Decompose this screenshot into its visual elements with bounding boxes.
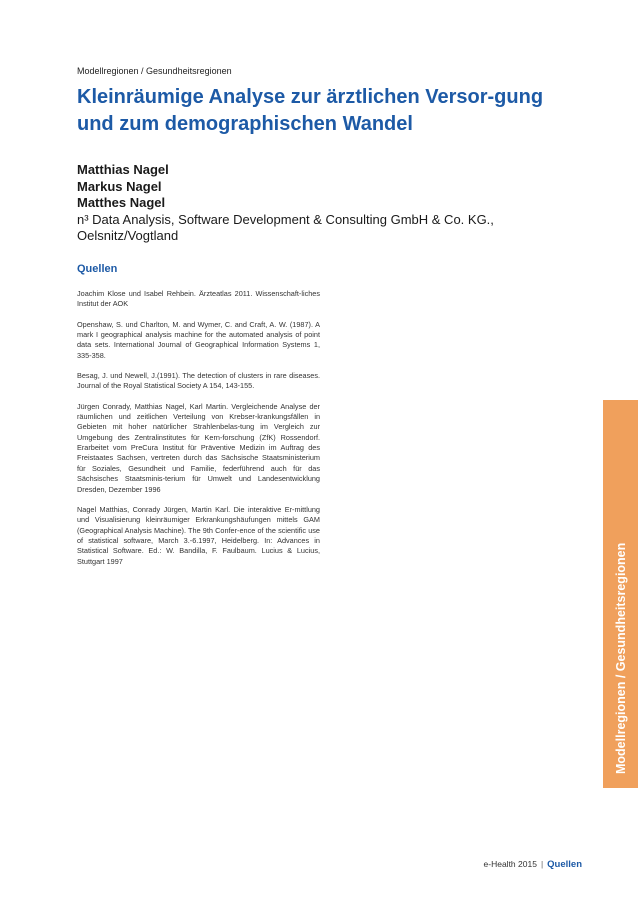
footer-publication: e-Health 2015 — [483, 859, 537, 869]
section-tag: Modellregionen / Gesundheitsregionen — [77, 66, 232, 76]
reference-item: Jürgen Conrady, Matthias Nagel, Karl Martin. Vergleichende Analyse der räumlichen und zeitlichen Verteilung von Krebser-krankungsfällen in Gebieten mit hoher natürlicher Strahlenbelas-tung im Vergleich zur Umgebung des Zentralinstitutes für Kern-forschung (ZfK) Rossendorf. Erarbeitet vom PreCura Institut für Präventive Medizin im Auftrag des Freistaates Sachsen, vertreten durch das Sächsische Staatsministerium für Soziales, Gesundheit und Familie, federführend auch für das Sächsisches Staatsminis-terium für Umwelt und Landesentwicklung Dresden, Dezember 1996 — [77, 401, 320, 494]
author-name: Matthias Nagel — [77, 162, 169, 177]
author-affiliation: n³ Data Analysis, Software Development & Consulting GmbH & Co. KG., Oelsnitz/Vogtland — [77, 211, 494, 243]
reference-item: Joachim Klose und Isabel Rehbein. Ärzteatlas 2011. Wissenschaft-liches Institut der AOK — [77, 289, 320, 309]
page-footer — [484, 859, 582, 870]
footer-section: Quellen — [547, 859, 582, 870]
author-name: Markus Nagel — [77, 178, 162, 194]
side-tab-label: Modellregionen / Gesundheitsregionen — [613, 542, 628, 774]
author-block — [77, 162, 597, 245]
reference-item: Openshaw, S. und Charlton, M. and Wymer, C. and Craft, A. W. (1987). A mark I geographical analysis machine for the automated analysis of point data sets. International Journal of Geographical Information Systems 1, 335-358. — [77, 319, 320, 360]
author-name: Matthes Nagel — [77, 195, 166, 210]
footer-separator: | — [540, 859, 544, 869]
reference-item: Besag, J. und Newell, J.(1991). The detection of clusters in rare diseases. Journal of the Royal Statistical Society A 154, 143-155. — [77, 371, 320, 391]
side-section-tab — [603, 400, 638, 788]
reference-list — [77, 289, 320, 577]
article-title: Kleinräumige Analyse zur ärztlichen Versor-gung und zum demographischen Wandel — [77, 86, 544, 135]
reference-item: Nagel Matthias, Conrady Jürgen, Martin Karl. Die interaktive Er-mittlung und Visualisierung kleinräumiger Erkrankungshäufungen mittels GAM (Geographical Analysis Machine). The 9th Confer-ence of the scientific use of statistical software, March 3.-6.1997, Heidelberg. In: Advances in Statistical Software. Ed.: W. Bandilla, F. Faulbaum. Lucius & Lucius, Stuttgart 1997 — [77, 504, 320, 566]
sources-heading: Quellen — [77, 263, 118, 275]
